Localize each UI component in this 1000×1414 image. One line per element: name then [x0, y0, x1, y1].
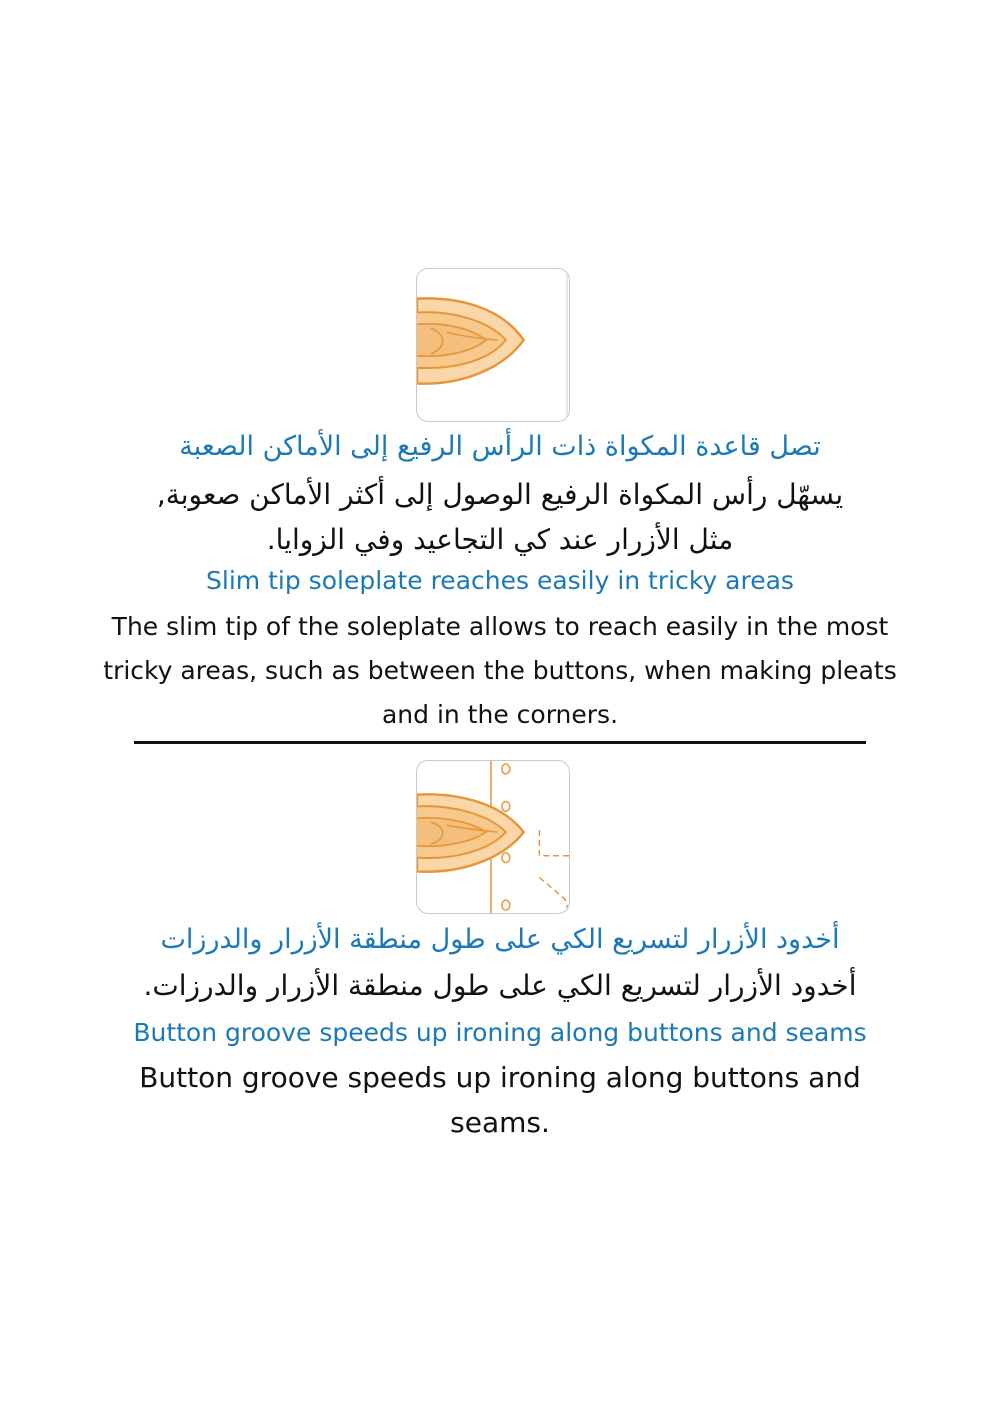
section1-body-arabic-line1: يسهّل رأس المكواة الرفيع الوصول إلى أكثر الأماكن صعوبة, — [156, 478, 844, 511]
section2-title-arabic: أخدود الأزرار لتسريع الكي على طول منطقة الأزرار والدرزات — [160, 924, 840, 955]
section1-body-english-line1: The slim tip of the soleplate allows to reach easily in the most — [111, 612, 889, 641]
section1-title-english: Slim tip soleplate reaches easily in tricky areas — [206, 566, 794, 595]
section1-body-english-line2: tricky areas, such as between the buttons, when making pleats — [103, 656, 897, 685]
section1-body-arabic-line2: مثل الأزرار عند كي التجاعيد وفي الزوايا. — [266, 523, 734, 556]
section1-title-arabic: تصل قاعدة المكواة ذات الرأس الرفيع إلى الأماكن الصعبة — [179, 431, 821, 462]
section-divider — [134, 741, 866, 744]
iron-button-groove-icon — [416, 760, 570, 914]
section2-title-english: Button groove speeds up ironing along buttons and seams — [133, 1018, 867, 1047]
section2-body-english-line1: Button groove speeds up ironing along buttons and — [139, 1061, 861, 1094]
iron-soleplate-tip-icon — [416, 268, 570, 422]
section2-body-english-line2: seams. — [450, 1106, 550, 1139]
section2-body-arabic-line1: أخدود الأزرار لتسريع الكي على طول منطقة الأزرار والدرزات. — [143, 969, 857, 1002]
section1-body-english-line3: and in the corners. — [381, 700, 619, 729]
